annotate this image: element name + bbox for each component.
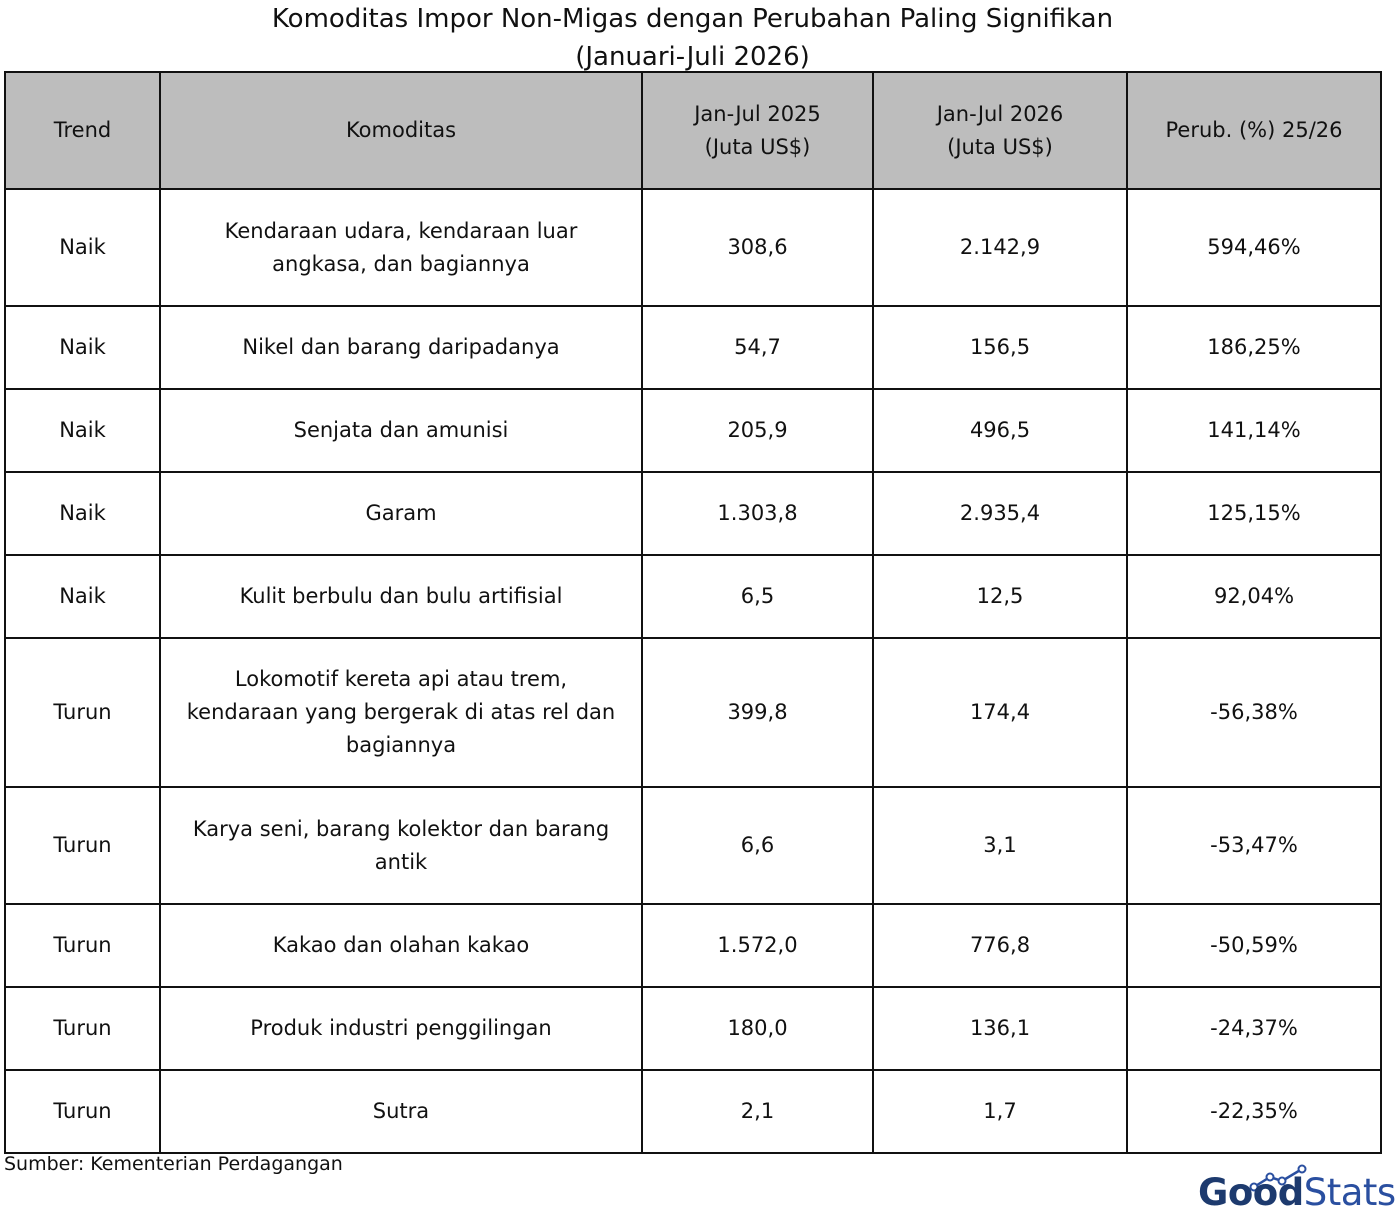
cell-value-2025: 1.303,8 — [642, 472, 873, 555]
table-row — [5, 638, 1381, 787]
table-body — [5, 189, 1381, 1153]
cell-value-2026: 496,5 — [873, 389, 1127, 472]
table-row — [5, 904, 1381, 987]
cell-change: 92,04% — [1127, 555, 1381, 638]
cell-value-2025: 54,7 — [642, 306, 873, 389]
header-jan-jul-2026: Jan-Jul 2026 (Juta US$) — [873, 72, 1127, 189]
cell-komoditas: Karya seni, barang kolektor dan barang antik — [160, 787, 642, 904]
cell-komoditas: Kakao dan olahan kakao — [160, 904, 642, 987]
table-row — [5, 189, 1381, 306]
cell-value-2026: 1,7 — [873, 1070, 1127, 1153]
cell-value-2025: 1.572,0 — [642, 904, 873, 987]
cell-value-2025: 6,5 — [642, 555, 873, 638]
cell-value-2025: 180,0 — [642, 987, 873, 1070]
cell-value-2025: 2,1 — [642, 1070, 873, 1153]
cell-change: 125,15% — [1127, 472, 1381, 555]
cell-trend: Naik — [5, 389, 160, 472]
logo-wordmark — [1198, 1171, 1396, 1215]
cell-value-2026: 174,4 — [873, 638, 1127, 787]
cell-komoditas: Kendaraan udara, kendaraan luar angkasa, dan bagiannya — [160, 189, 642, 306]
cell-trend: Turun — [5, 1070, 160, 1153]
cell-value-2026: 156,5 — [873, 306, 1127, 389]
cell-trend: Turun — [5, 987, 160, 1070]
logo-word-stats: Stats — [1303, 1171, 1396, 1214]
cell-change: 594,46% — [1127, 189, 1381, 306]
cell-komoditas: Lokomotif kereta api atau trem, kendaraan yang bergerak di atas rel dan bagiannya — [160, 638, 642, 787]
chart-title-line-2: (Januari-Juli 2026) — [575, 42, 810, 72]
table-row — [5, 389, 1381, 472]
cell-trend: Naik — [5, 555, 160, 638]
goodstats-logo — [1198, 1165, 1396, 1215]
cell-value-2026: 136,1 — [873, 987, 1127, 1070]
cell-trend: Naik — [5, 306, 160, 389]
cell-trend: Naik — [5, 189, 160, 306]
cell-value-2026: 2.935,4 — [873, 472, 1127, 555]
cell-change: 186,25% — [1127, 306, 1381, 389]
table-row — [5, 987, 1381, 1070]
cell-komoditas: Garam — [160, 472, 642, 555]
header-jan-jul-2025: Jan-Jul 2025 (Juta US$) — [642, 72, 873, 189]
cell-trend: Naik — [5, 472, 160, 555]
cell-change: -24,37% — [1127, 987, 1381, 1070]
cell-komoditas: Kulit berbulu dan bulu artifisial — [160, 555, 642, 638]
cell-trend: Turun — [5, 904, 160, 987]
cell-komoditas: Senjata dan amunisi — [160, 389, 642, 472]
logo-word-good: Good — [1198, 1171, 1304, 1214]
cell-trend: Turun — [5, 787, 160, 904]
cell-value-2026: 2.142,9 — [873, 189, 1127, 306]
chart-title — [0, 0, 1385, 76]
cell-komoditas: Sutra — [160, 1070, 642, 1153]
cell-trend: Turun — [5, 638, 160, 787]
header-perubahan: Perub. (%) 25/26 — [1127, 72, 1381, 189]
cell-change: -53,47% — [1127, 787, 1381, 904]
cell-komoditas: Produk industri penggilingan — [160, 987, 642, 1070]
cell-value-2026: 12,5 — [873, 555, 1127, 638]
cell-change: 141,14% — [1127, 389, 1381, 472]
table-row — [5, 306, 1381, 389]
cell-change: -56,38% — [1127, 638, 1381, 787]
table-header-row — [5, 72, 1381, 189]
cell-value-2025: 308,6 — [642, 189, 873, 306]
commodity-table — [4, 71, 1382, 1154]
cell-value-2025: 205,9 — [642, 389, 873, 472]
cell-value-2025: 399,8 — [642, 638, 873, 787]
cell-value-2025: 6,6 — [642, 787, 873, 904]
cell-komoditas: Nikel dan barang daripadanya — [160, 306, 642, 389]
table-row — [5, 787, 1381, 904]
cell-change: -22,35% — [1127, 1070, 1381, 1153]
source-note: Sumber: Kementerian Perdagangan — [4, 1153, 343, 1175]
header-komoditas: Komoditas — [160, 72, 642, 189]
table-row — [5, 555, 1381, 638]
table-row — [5, 1070, 1381, 1153]
cell-value-2026: 3,1 — [873, 787, 1127, 904]
cell-value-2026: 776,8 — [873, 904, 1127, 987]
cell-change: -50,59% — [1127, 904, 1381, 987]
chart-title-line-1: Komoditas Impor Non-Migas dengan Perubahan Paling Signifikan — [271, 4, 1114, 34]
header-trend: Trend — [5, 72, 160, 189]
table-row — [5, 472, 1381, 555]
